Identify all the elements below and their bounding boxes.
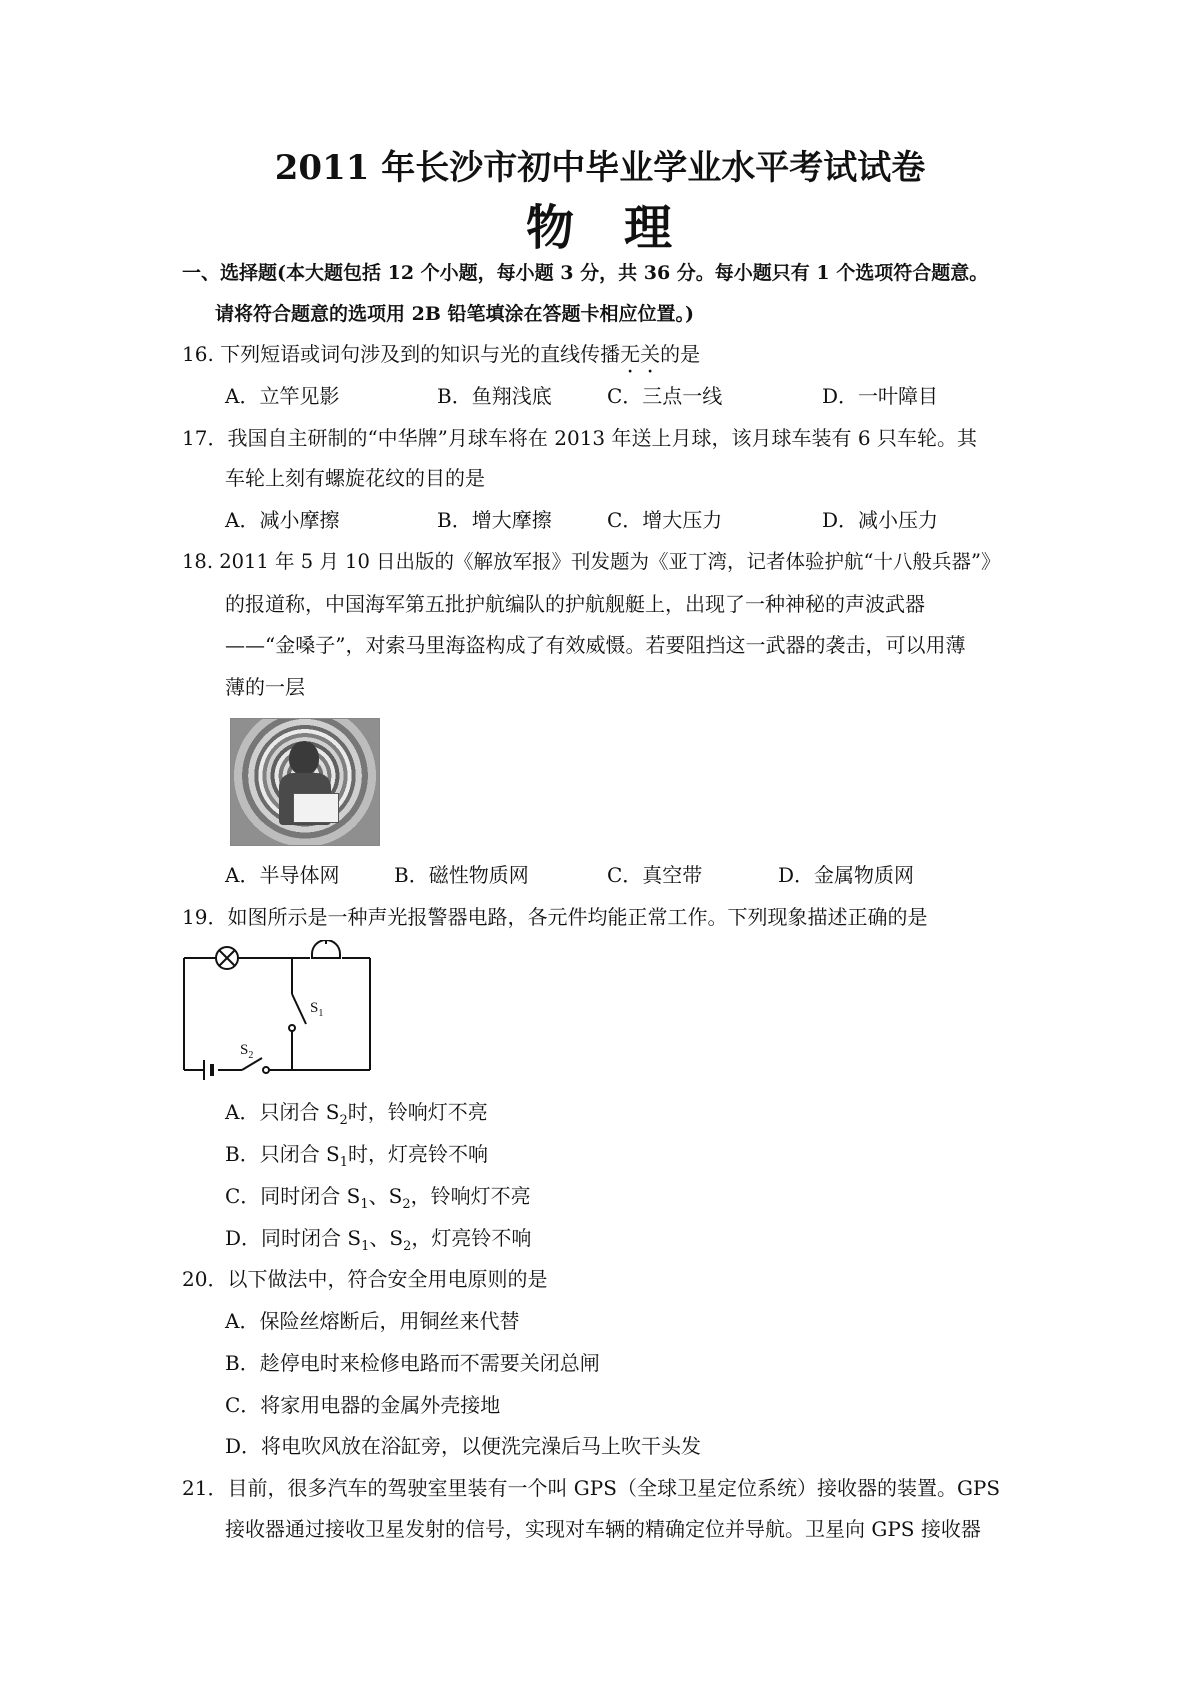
question-16-stem <box>182 341 700 367</box>
subject-char-2: 理 <box>624 200 675 256</box>
q19-option-a <box>225 1099 488 1134</box>
q17-option-c: C．增大压力 <box>607 508 723 532</box>
q18-option-a: A．半导体网 <box>225 863 340 887</box>
subscript: 1 <box>360 1197 369 1212</box>
q20-option-d: D．将电吹风放在浴缸旁，以便洗完澡后马上吹干头发 <box>225 1434 702 1458</box>
switch-s2-symbol <box>242 1058 269 1073</box>
q18-option-c: C．真空带 <box>607 863 703 887</box>
q19-option-c-text: C．同时闭合 S <box>225 1184 361 1208</box>
subscript: 2 <box>402 1197 411 1212</box>
question-21-line-2: 接收器通过接收卫星发射的信号，实现对车辆的精确定位并导航。卫星向 GPS 接收器 <box>225 1517 981 1541</box>
q19-option-d <box>225 1225 531 1260</box>
exam-title: 2011 年长沙市初中毕业学业水平考试试卷 <box>274 148 926 188</box>
q19-option-b-text: B．只闭合 S <box>225 1142 340 1166</box>
question-18-line-1: 18. 2011 年 5 月 10 日出版的《解放军报》刊发题为《亚丁湾，记者体验护航“十八般兵器”》 <box>182 550 1001 573</box>
sound-weapon-photo <box>230 718 380 846</box>
q16-option-d: D．一叶障目 <box>822 384 939 408</box>
q20-option-b: B．趁停电时来检修电路而不需要关闭总闸 <box>225 1351 600 1375</box>
photo-figure-head <box>289 741 319 775</box>
question-20-stem: 20．以下做法中，符合安全用电原则的是 <box>182 1267 548 1291</box>
bell-symbol <box>312 940 340 958</box>
subject-char-1: 物 <box>525 200 576 256</box>
q20-option-a: A．保险丝熔断后，用铜丝来代替 <box>225 1309 520 1333</box>
q17-option-b: B．增大摩擦 <box>437 508 552 532</box>
section-instructions-line-1: 一、选择题(本大题包括 12 个小题，每小题 3 分，共 36 分。每小题只有 1 个选项符合题意。 <box>182 262 989 284</box>
subscript: 2 <box>339 1113 348 1128</box>
question-18-line-4: 薄的一层 <box>225 675 305 699</box>
q19-option-a-text-end: 时，铃响灯不亮 <box>347 1100 488 1124</box>
q19-option-c-text-end: ，铃响灯不亮 <box>410 1184 531 1208</box>
q17-option-a: A．减小摩擦 <box>225 508 340 532</box>
q19-option-b-text-end: 时，灯亮铃不响 <box>348 1142 489 1166</box>
subject-heading <box>0 200 1200 256</box>
q16-option-a: A．立竿见影 <box>225 384 340 408</box>
subscript: 2 <box>403 1239 412 1254</box>
subscript: 1 <box>361 1239 370 1254</box>
alarm-circuit-diagram <box>180 940 380 1080</box>
question-16-stem-text: 16. 下列短语或词句涉及到的知识与光的直线传播 <box>182 342 621 366</box>
q17-option-d: D．减小压力 <box>822 508 939 532</box>
lamp-symbol <box>216 947 238 969</box>
question-21-line-1: 21．目前，很多汽车的驾驶室里装有一个叫 GPS（全球卫星定位系统）接收器的装置。GPS <box>182 1476 1001 1500</box>
section-instructions-line-2: 请将符合题意的选项用 2B 铅笔填涂在答题卡相应位置。) <box>215 303 694 325</box>
photo-device <box>293 793 339 823</box>
question-19-stem: 19．如图所示是一种声光报警器电路，各元件均能正常工作。下列现象描述正确的是 <box>182 905 928 929</box>
q19-option-c <box>225 1183 531 1218</box>
question-17-line-1: 17．我国自主研制的“中华牌”月球车将在 2013 年送上月球，该月球车装有 6 只车轮。其 <box>182 426 977 450</box>
q19-option-a-text: A．只闭合 S <box>225 1100 340 1124</box>
q19-option-d-text-end: ，灯亮铃不响 <box>411 1226 532 1250</box>
q18-option-b: B．磁性物质网 <box>394 863 529 887</box>
battery-symbol <box>204 1060 212 1080</box>
q19-option-c-mid: 、S <box>368 1184 403 1208</box>
q19-option-b <box>225 1141 488 1176</box>
q16-option-c: C．三点一线 <box>607 384 723 408</box>
question-16-stem-end: 的是 <box>660 342 701 366</box>
q19-option-d-text: D．同时闭合 S <box>225 1226 362 1250</box>
question-18-line-3: ——“金嗓子”，对索马里海盗构成了有效威慑。若要阻挡这一武器的袭击，可以用薄 <box>225 633 966 657</box>
question-18-line-2: 的报道称，中国海军第五批护航编队的护航舰艇上，出现了一种神秘的声波武器 <box>225 592 925 616</box>
s1-label: $S_1$ <box>310 1000 324 1019</box>
q20-option-c: C．将家用电器的金属外壳接地 <box>225 1393 501 1417</box>
q19-option-d-mid: 、S <box>369 1226 404 1250</box>
q18-option-d: D．金属物质网 <box>778 863 915 887</box>
subscript: 1 <box>339 1155 349 1170</box>
question-17-line-2: 车轮上刻有螺旋花纹的目的是 <box>225 466 485 490</box>
switch-s1-symbol <box>289 994 306 1031</box>
emphasis-char: 无 <box>620 342 641 366</box>
emphasis-char: 关 <box>640 342 661 366</box>
q16-option-b: B．鱼翔浅底 <box>437 384 552 408</box>
s2-label: $S_2$ <box>240 1042 254 1061</box>
